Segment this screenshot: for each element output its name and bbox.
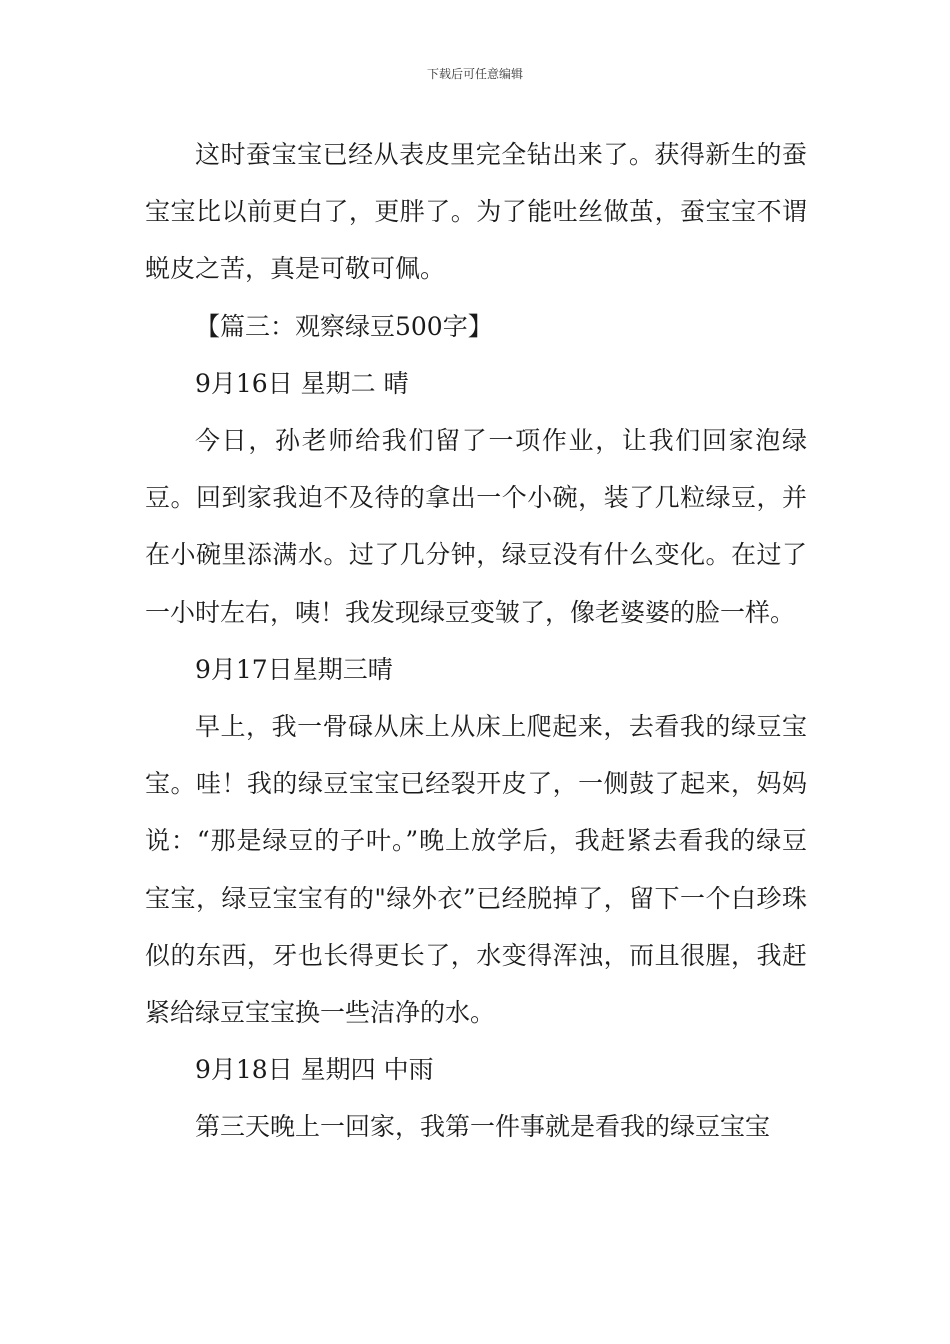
diary-date-sep18: 9月18日 星期四 中雨 (195, 1055, 434, 1085)
section-title: 【篇三：观察绿豆500字】 (195, 311, 493, 341)
paragraph-sep18: 第三天晚上一回家，我第一件事就是看我的绿豆宝宝 (195, 1112, 771, 1142)
page-header-note: 下载后可任意编辑 (426, 67, 523, 81)
diary-date-sep16: 9月16日 星期二 晴 (195, 368, 409, 398)
document-body (145, 126, 807, 1156)
paragraph-sep17: 早上，我一骨碌从床上从床上爬起来，去看我的绿豆宝宝。哇！我的绿豆宝宝已经裂开皮了，一侧鼓了起来，妈妈说：“那是绿豆的子叶。”晚上放学后，我赶紧去看我的绿豆宝宝，绿豆宝宝有的"绿外衣”已经脱掉了，留下一个白珍珠似的东西，牙也长得更长了，水变得浑浊，而且很腥，我赶紧给绿豆宝宝换一些洁净的水。 (145, 712, 807, 1028)
paragraph-silkworm-conclusion: 这时蚕宝宝已经从表皮里完全钻出来了。获得新生的蚕宝宝比以前更白了，更胖了。为了能吐丝做茧，蚕宝宝不谓蜕皮之苦，真是可敬可佩。 (145, 140, 807, 284)
paragraph-sep16: 今日，孙老师给我们留了一项作业，让我们回家泡绿豆。回到家我迫不及待的拿出一个小碗，装了几粒绿豆，并在小碗里添满水。过了几分钟，绿豆没有什么变化。在过了一小时左右，咦！我发现绿豆变皱了，像老婆婆的脸一样。 (145, 426, 807, 627)
diary-date-sep17: 9月17日星期三晴 (195, 654, 393, 684)
